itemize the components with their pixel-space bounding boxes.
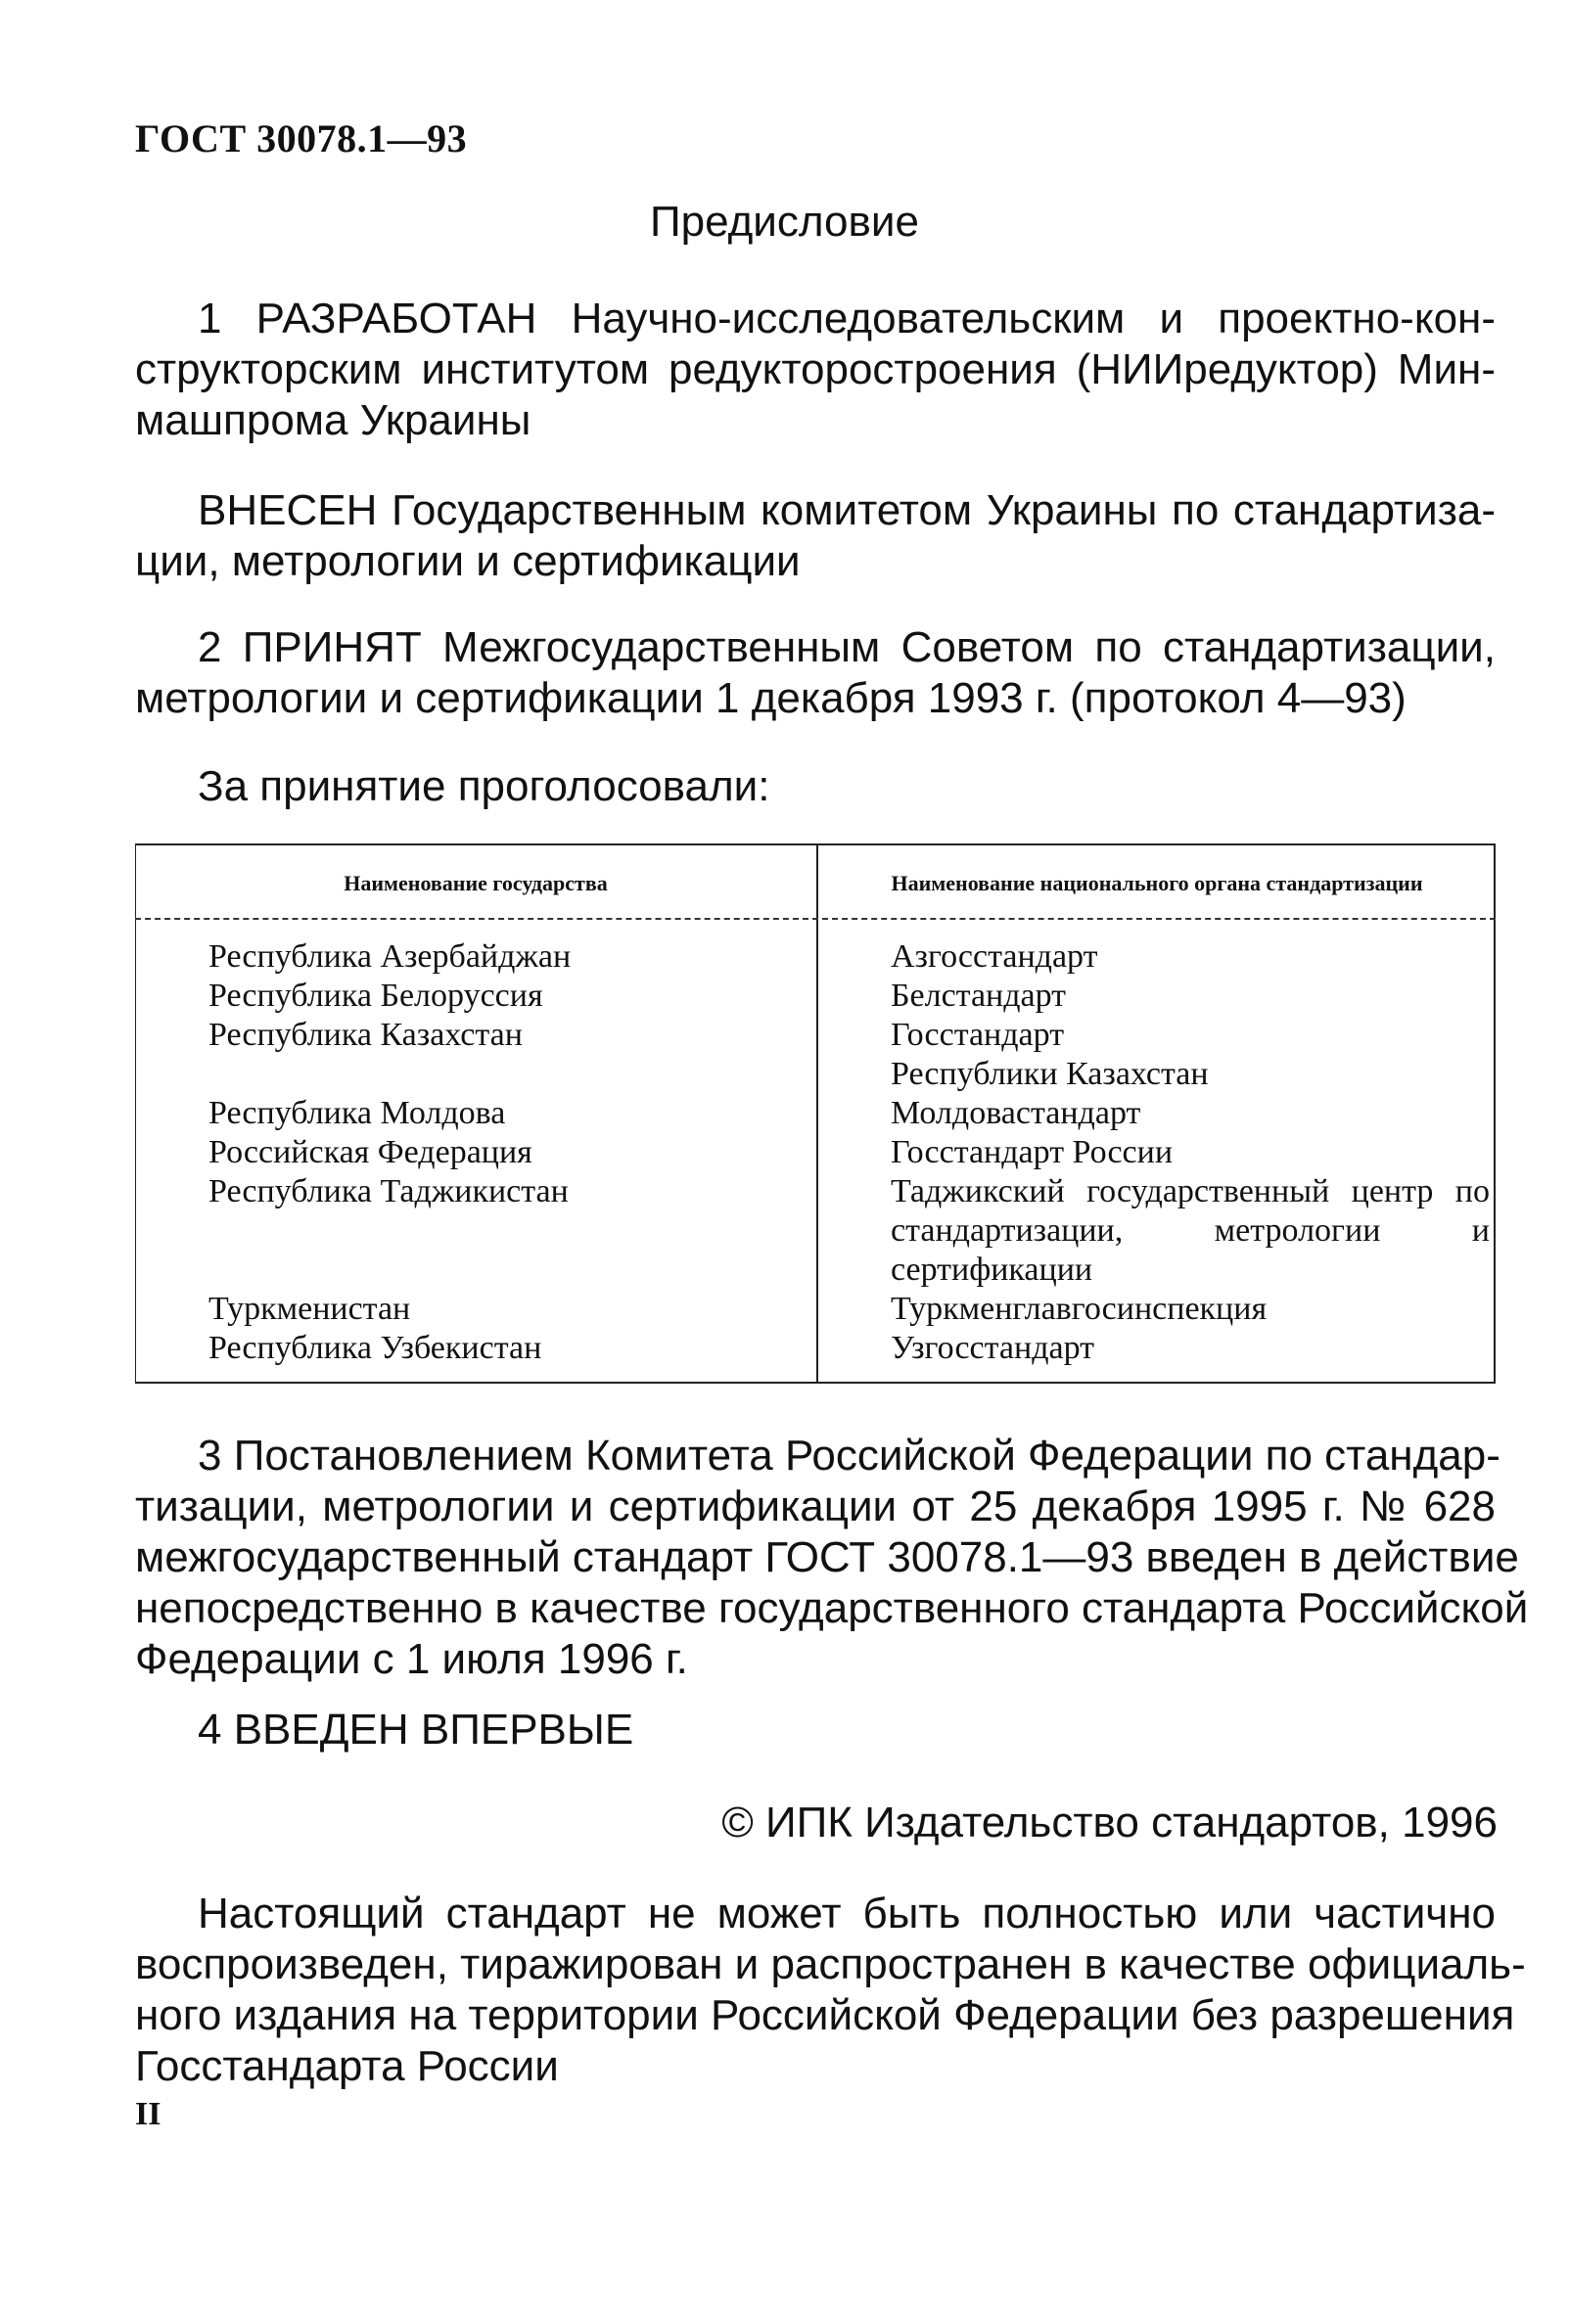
- paragraph-line: 2 ПРИНЯТ Межгосударственным Советом по стандартизации,: [198, 623, 1496, 671]
- table-cell-state: Республика Белоруссия: [208, 978, 543, 1014]
- table-cell-body: Таджикский государственный центр по стандартизации, метрологии и сертификации: [891, 1173, 1490, 1288]
- page-title: Предисловие: [650, 198, 919, 246]
- voted-label: За принятие проголосовали:: [198, 762, 770, 810]
- paragraph-line: непосредственно в качестве государственного стандарта Российской: [135, 1584, 1529, 1632]
- table-cell-body: Молдовастандарт: [891, 1095, 1141, 1131]
- table-cell-body: Госстандарт России: [891, 1134, 1174, 1170]
- table-cell-body: Узгосстандарт: [891, 1330, 1095, 1366]
- standard-code: ГОСТ 30078.1—93: [135, 116, 468, 160]
- table-cell-state: Российская Федерация: [208, 1134, 532, 1170]
- table-cell-state: Республика Казахстан: [208, 1017, 523, 1053]
- voting-table: [135, 843, 1498, 1388]
- table-cell-body: Азгосстандарт: [891, 938, 1098, 975]
- paragraph-line: метрологии и сертификации 1 декабря 1993 г. (протокол 4—93): [135, 674, 1407, 722]
- table-cell-state: Республика Узбекистан: [208, 1330, 542, 1366]
- section-adopted: [135, 622, 1496, 724]
- paragraph-line: межгосударственный стандарт ГОСТ 30078.1—93 введен в действие: [135, 1533, 1519, 1581]
- paragraph-line: Настоящий стандарт не может быть полностью или частично: [198, 1890, 1496, 1937]
- section-developed: [135, 294, 1496, 446]
- table-cell-state: Республика Таджикистан: [208, 1173, 569, 1209]
- section-first-introduced: 4 ВВЕДЕН ВПЕРВЫЕ: [198, 1706, 634, 1754]
- paragraph-line: ции, метрологии и сертификации: [135, 537, 801, 585]
- table-header-state: Наименование государства: [344, 871, 608, 895]
- paragraph-line: ного издания на территории Российской Федерации без разрешения: [135, 1991, 1515, 2039]
- paragraph-line: структорским институтом редукторостроения (НИИредуктор) Мин-: [135, 345, 1496, 393]
- reproduction-notice: [135, 1889, 1526, 2092]
- table-cell-body: Туркменглавгосинспекция: [891, 1291, 1268, 1327]
- copyright-notice: © ИПК Издательство стандартов, 1996: [721, 1799, 1498, 1846]
- page-number: II: [135, 2096, 162, 2132]
- table-cell-state: Туркменистан: [208, 1291, 411, 1327]
- table-header-divider: [135, 918, 1496, 920]
- table-cell-state: Республика Азербайджан: [208, 938, 572, 975]
- paragraph-line: машпрома Украины: [135, 396, 531, 444]
- paragraph-line: Госстандарта России: [135, 2042, 559, 2090]
- section-resolution: [135, 1431, 1529, 1685]
- table-cell-state: Республика Молдова: [208, 1095, 506, 1131]
- table-header-body: Наименование национального органа стандартизации: [891, 871, 1423, 895]
- paragraph-line: ВНЕСЕН Государственным комитетом Украины по стандартиза-: [198, 486, 1496, 534]
- table-cell-body: Госстандарт Республики Казахстан: [891, 1017, 1209, 1092]
- paragraph-line: 1 РАЗРАБОТАН Научно-исследовательским и проектно-кон-: [198, 295, 1496, 342]
- paragraph-line: 3 Постановлением Комитета Российской Федерации по стандар-: [198, 1432, 1500, 1480]
- table-cell-body: Белстандарт: [891, 978, 1067, 1014]
- paragraph-line: воспроизведен, тиражирован и распространен в качестве официаль-: [135, 1940, 1526, 1988]
- paragraph-line: Федерации с 1 июля 1996 г.: [135, 1635, 688, 1683]
- paragraph-line: тизации, метрологии и сертификации от 25 декабря 1995 г. № 628: [135, 1482, 1496, 1530]
- section-introduced: [135, 485, 1496, 587]
- table-column-divider: [816, 843, 818, 1384]
